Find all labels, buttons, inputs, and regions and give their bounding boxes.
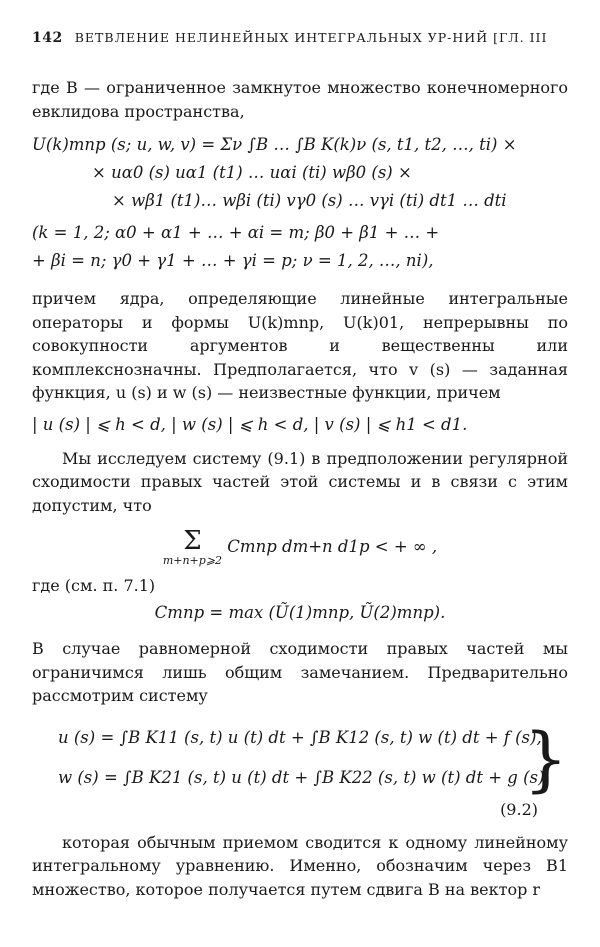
paragraph-1: где B — ограниченное замкнутое множество конечномерного евклидова пространства, bbox=[32, 78, 568, 121]
equation-number: (9.2) bbox=[500, 799, 538, 819]
condition-line-1: (k = 1, 2; α0 + α1 + … + αi = m; β0 + β1 + … + bbox=[32, 223, 440, 242]
system-line-1: u (s) = ∫B K11 (s, t) u (t) dt + ∫B K12 (s, t) w (t) dt + f (s), bbox=[58, 727, 542, 747]
sum-operator: Σ m+n+p⩾2 bbox=[162, 525, 223, 567]
equation-1-line-1: U(k)mnp (s; u, w, v) = Σν ∫B … ∫B K(k)ν (s, t1, t2, …, ti) × bbox=[32, 135, 517, 154]
cmnp-equation: Cmnp = max (Ũ(1)mnp, Ũ(2)mnp). bbox=[154, 603, 446, 622]
sum-subscript: m+n+p⩾2 bbox=[162, 553, 223, 567]
equation-1-line-2: × uα0 (s) uα1 (t1) … uαi (ti) wβ0 (s) × bbox=[92, 163, 412, 182]
running-header bbox=[32, 30, 568, 74]
page-number: 142 bbox=[32, 30, 63, 46]
sum-equation bbox=[32, 527, 568, 568]
page bbox=[32, 30, 568, 901]
equation-1-line-3: × wβ1 (t1)… wβi (ti) vγ0 (s) … vγi (ti) dt1 … dti bbox=[112, 191, 507, 210]
right-brace: } bbox=[523, 717, 568, 800]
condition-line-2: + βi = n; γ0 + γ1 + … + γi = p; ν = 1, 2, …, ni), bbox=[32, 251, 434, 270]
paragraph-4: где (см. п. 7.1) bbox=[32, 575, 156, 595]
paragraph-5: В случае равномерной сходимости правых частей мы ограничимся лишь общим замечанием. Предварительно рассмотрим систему bbox=[32, 639, 568, 705]
paragraph-3: Мы исследуем систему (9.1) в предположении регулярной сходимости правых частей этой системы и в связи с этим допустим, что bbox=[32, 448, 568, 515]
paragraph-2: причем ядра, определяющие линейные интегральные операторы и формы U(k)mnp, U(k)01, непрерывны по совокупности аргументов и вещественны или комплекснозначны. Предполагается, что v (s) — заданная функция, u (s) и w (s) — неизвестные функции, причем bbox=[32, 289, 568, 402]
system-9-2 bbox=[32, 718, 568, 819]
paragraph-6: которая обычным приемом сводится к одному линейному интегральному уравнению. Именно, обозначим через B1 множество, которое получается путем сдвига B на вектор r bbox=[32, 832, 568, 899]
equation-1 bbox=[32, 131, 568, 215]
sum-body: Cmnp dm+n d1p < + ∞ , bbox=[227, 537, 438, 556]
system-line-2: w (s) = ∫B K21 (s, t) u (t) dt + ∫B K22 (s, t) w (t) dt + g (s), bbox=[58, 767, 550, 787]
inequalities: | u (s) | ⩽ h < d, | w (s) | ⩽ h < d, | v (s) | ⩽ h1 < d1. bbox=[32, 414, 468, 434]
running-title: ВЕТВЛЕНИЕ НЕЛИНЕЙНЫХ ИНТЕГРАЛЬНЫХ УР-НИЙ [ГЛ. III bbox=[74, 30, 548, 45]
